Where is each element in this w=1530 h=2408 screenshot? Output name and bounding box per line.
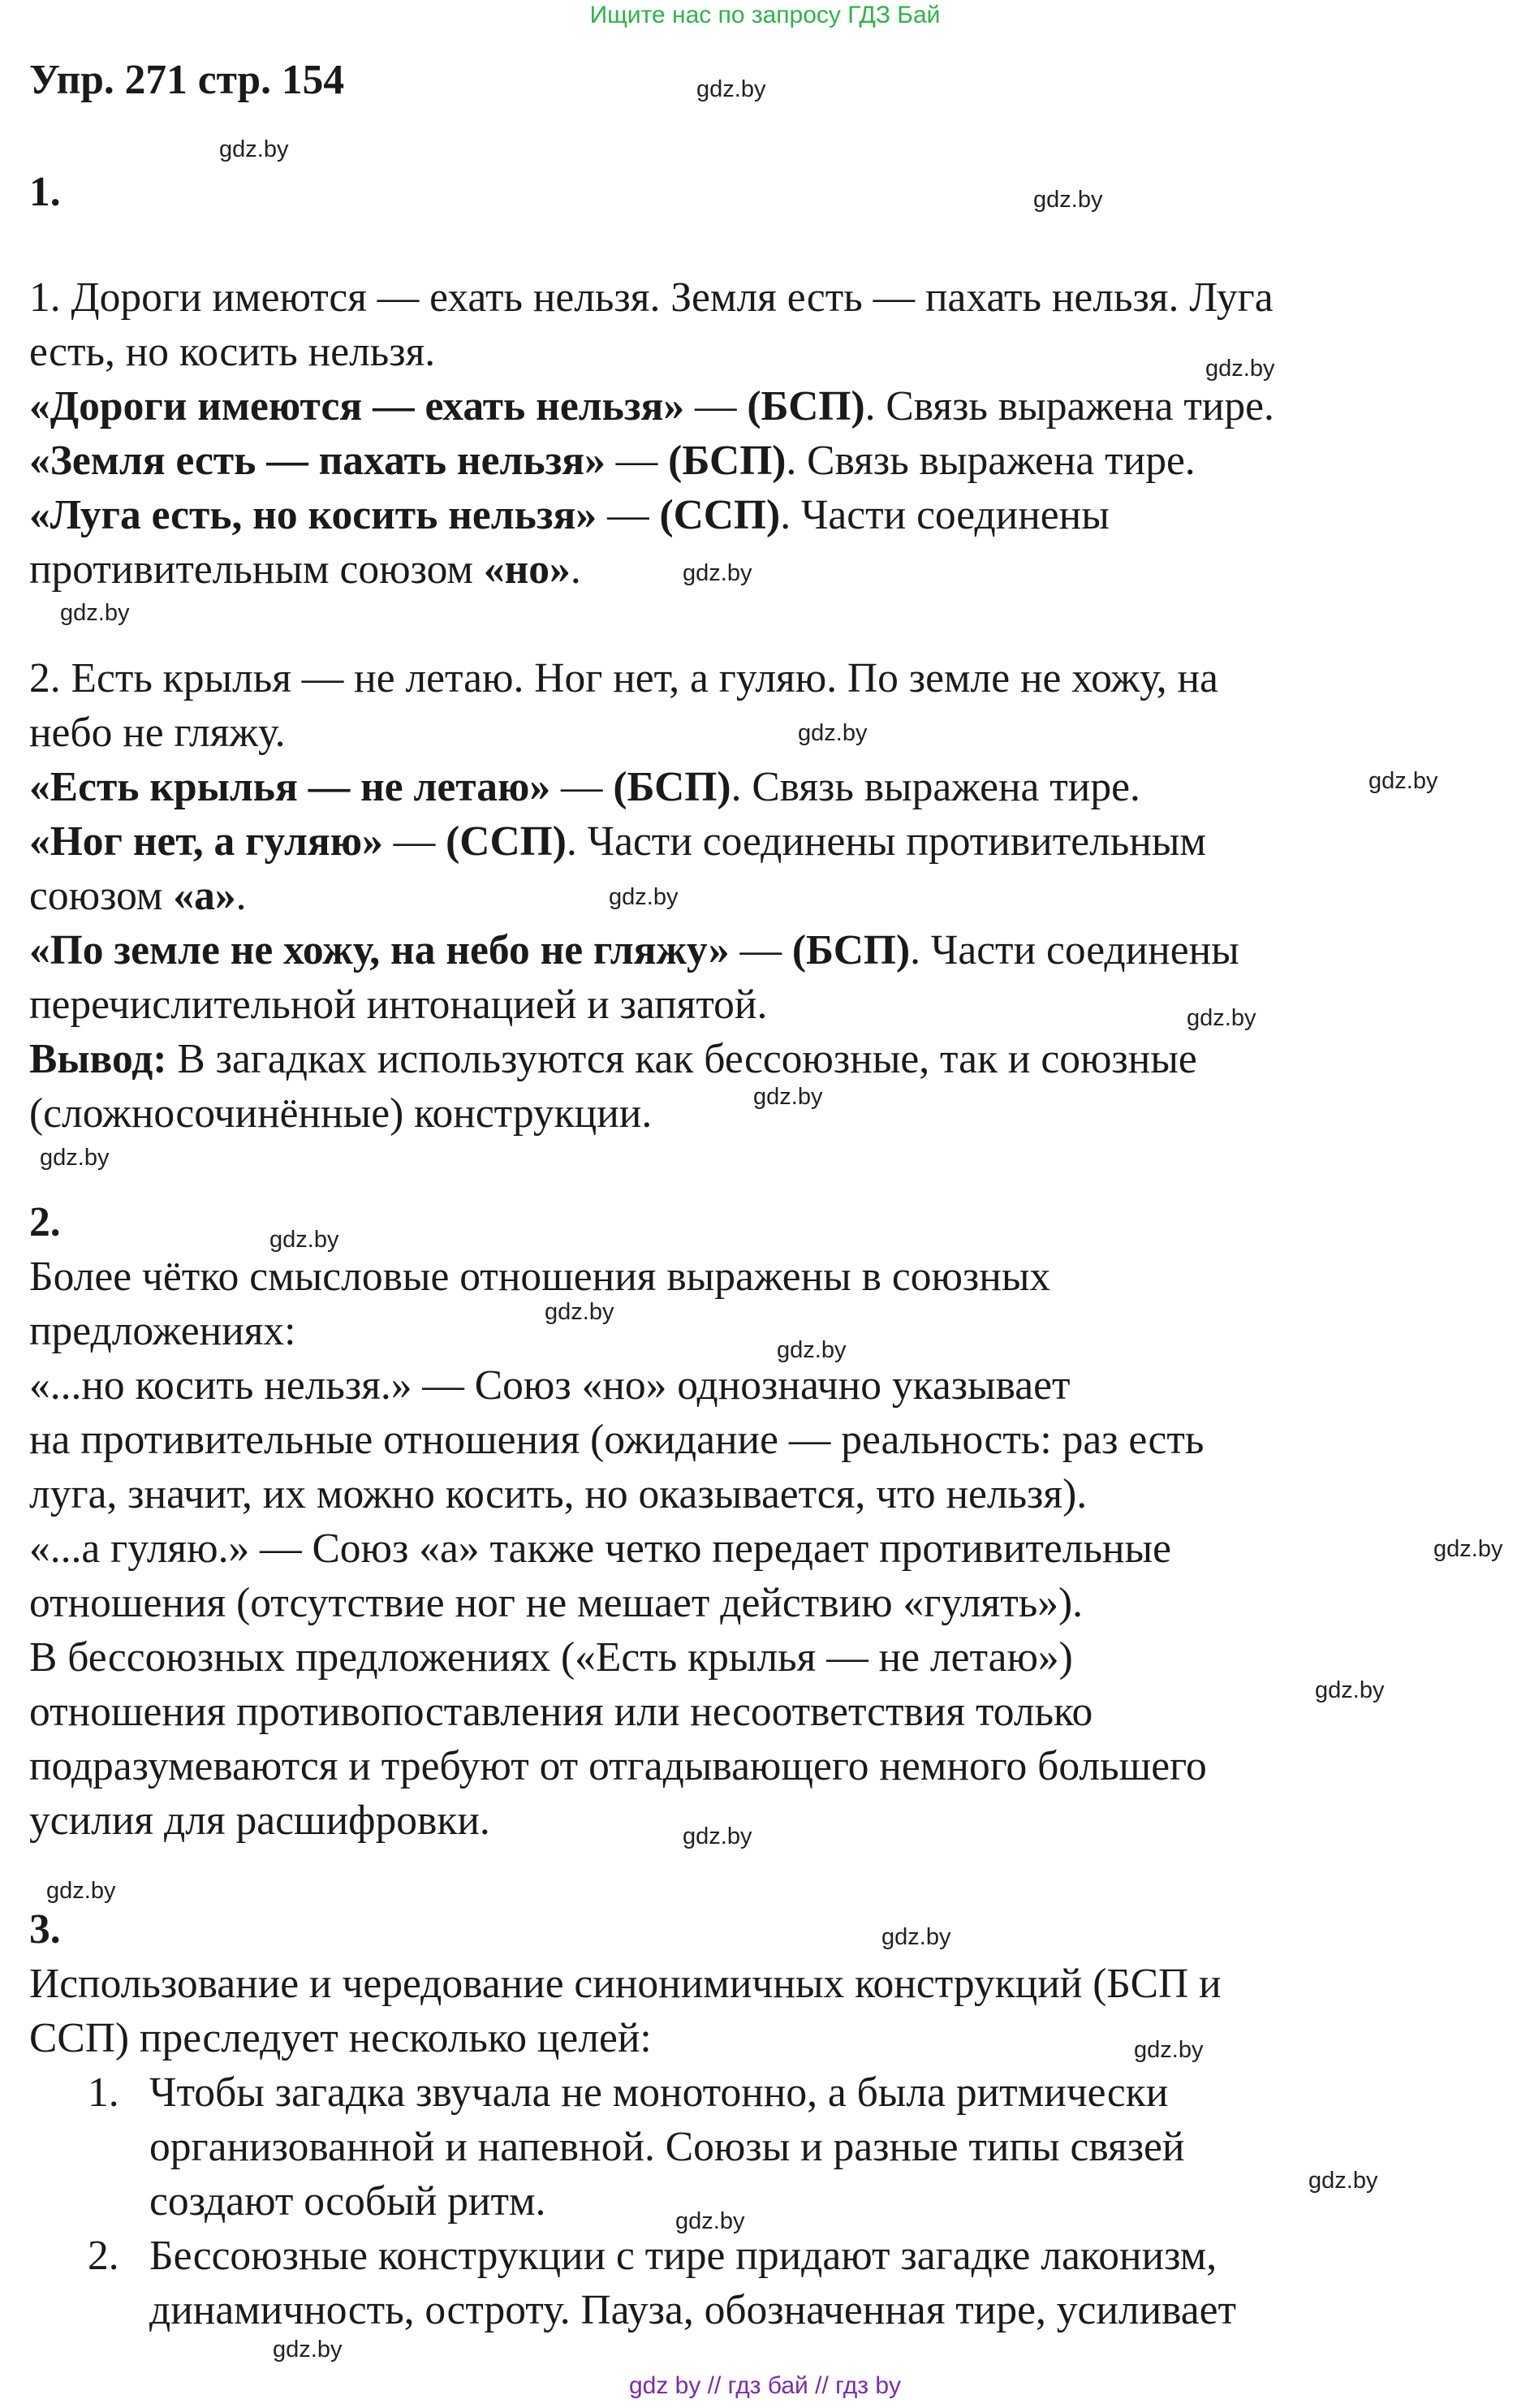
analysis-4 (29, 761, 1140, 814)
conclusion-label: Вывод: (29, 1036, 167, 1082)
analysis-2-type: (БСП) (668, 438, 787, 484)
analysis-3-type: (ССП) (659, 492, 781, 538)
top-banner: Ищите нас по запросу ГДЗ Бай (589, 2, 941, 28)
analysis-1-type: (БСП) (747, 383, 865, 429)
analysis-2 (29, 434, 1196, 488)
watermark: gdz.by (683, 1823, 752, 1849)
analysis-3-l2-text: противительным союзом (29, 546, 484, 593)
analysis-5-rest: . Части соединены противительным (566, 818, 1207, 865)
watermark: gdz.by (753, 1084, 823, 1110)
analysis-4-type: (БСП) (613, 764, 731, 810)
watermark: gdz.by (1308, 2168, 1378, 2194)
list-item-1-number: 1. (88, 2069, 119, 2116)
s2-line-4: на противительные отношения (ожидание — реальность: раз есть (29, 1417, 1205, 1463)
analysis-1 (29, 380, 1274, 434)
analysis-5-l2-text: союзом (29, 873, 174, 919)
s2-line-10: подразумеваются и требуют от отгадывающего немного большего (29, 1743, 1207, 1789)
section-2-heading: 2. (29, 1199, 61, 1245)
analysis-4-rest: . Связь выражена тире. (731, 764, 1140, 810)
s2-line-9: отношения противопоставления или несоответствия только (29, 1689, 1093, 1735)
watermark: gdz.by (609, 884, 679, 910)
analysis-5 (29, 815, 1206, 869)
section-1-heading: 1. (29, 169, 61, 215)
analysis-2-dash: — (605, 438, 669, 484)
section-3-heading: 3. (29, 1906, 61, 1953)
analysis-5-l2-end: . (235, 873, 247, 919)
s3-intro-line-1: Использование и чередование синонимичных конструкций (БСП и (29, 1961, 1222, 2007)
s2-line-3: «...но косить нельзя.» — Союз «но» однозначно указывает (29, 1362, 1071, 1409)
watermark: gdz.by (683, 560, 752, 586)
s2-line-11: усилия для расшифровки. (29, 1797, 490, 1844)
watermark: gdz.by (46, 1878, 116, 1904)
riddle-2-line-2: небо не гляжу. (29, 710, 286, 756)
analysis-4-quote: «Есть крылья — не летаю» (29, 764, 551, 810)
watermark: gdz.by (1368, 768, 1438, 794)
bottom-banner: gdz by // гдз бай // гдз by (628, 2372, 902, 2399)
conclusion-text: В загадках используются как бессоюзные, так и союзные (166, 1036, 1197, 1082)
analysis-2-rest: . Связь выражена тире. (786, 438, 1196, 484)
analysis-3-l2-end: . (570, 546, 581, 593)
page-title: Упр. 271 стр. 154 (29, 57, 345, 103)
watermark: gdz.by (545, 1299, 614, 1325)
analysis-1-rest: . Связь выражена тире. (864, 383, 1274, 429)
analysis-3-rest: . Части соединены (780, 492, 1110, 538)
s2-line-2: предложениях: (29, 1308, 296, 1354)
analysis-6-quote: «По земле не хожу, на небо не гляжу» (29, 927, 730, 973)
analysis-3-dash: — (597, 492, 660, 538)
analysis-1-quote: «Дороги имеются — ехать нельзя» (29, 383, 685, 429)
analysis-3-l2-conj: «но» (483, 546, 571, 593)
watermark: gdz.by (1033, 187, 1103, 213)
analysis-6 (29, 924, 1239, 977)
analysis-5-type: (ССП) (446, 818, 567, 865)
analysis-6-type: (БСП) (791, 927, 911, 973)
watermark: gdz.by (273, 2337, 343, 2363)
s2-line-6: «...а гуляю.» — Союз «а» также четко передает противительные (29, 1525, 1171, 1572)
analysis-2-quote: «Земля есть — пахать нельзя» (29, 438, 606, 484)
list-item-2-number: 2. (88, 2233, 119, 2279)
watermark: gdz.by (40, 1145, 110, 1171)
list-item-2-line-1: Бессоюзные конструкции с тире придают загадке лаконизм, (149, 2233, 1218, 2279)
watermark: gdz.by (60, 600, 130, 626)
riddle-1-line-2: есть, но косить нельзя. (29, 329, 436, 375)
watermark: gdz.by (1134, 2037, 1204, 2063)
watermark: gdz.by (1433, 1536, 1503, 1562)
s3-intro-line-2: ССП) преследует несколько целей: (29, 2015, 652, 2061)
s2-line-7: отношения (отсутствие ног не мешает действию «гулять»). (29, 1580, 1084, 1626)
watermark: gdz.by (1187, 1005, 1256, 1031)
list-item-1-line-1: Чтобы загадка звучала не монотонно, а была ритмически (149, 2069, 1169, 2116)
analysis-5-line-2 (29, 870, 246, 923)
analysis-3-quote: «Луга есть, но косить нельзя» (29, 492, 597, 538)
list-item-1-line-3: создают особый ритм. (149, 2178, 546, 2225)
watermark: gdz.by (881, 1924, 951, 1950)
s2-line-5: луга, значит, их можно косить, но оказывается, что нельзя). (29, 1471, 1088, 1517)
analysis-1-dash: — (684, 383, 748, 429)
analysis-5-quote: «Ног нет, а гуляю» (29, 818, 383, 865)
watermark: gdz.by (219, 136, 289, 162)
watermark: gdz.by (1315, 1677, 1385, 1703)
analysis-6-line-2: перечислительной интонацией и запятой. (29, 982, 768, 1028)
watermark: gdz.by (798, 720, 868, 746)
list-item-1-line-2: организованной и напевной. Союзы и разные типы связей (149, 2124, 1185, 2170)
watermark: gdz.by (777, 1337, 847, 1363)
analysis-5-dash: — (382, 818, 446, 865)
analysis-6-rest: . Части соединены (910, 927, 1239, 973)
watermark: gdz.by (269, 1227, 339, 1253)
analysis-3-line-2 (29, 543, 581, 597)
analysis-4-dash: — (550, 764, 614, 810)
riddle-2-line-1: 2. Есть крылья — не летаю. Ног нет, а гуляю. По земле не хожу, на (29, 655, 1218, 701)
s2-line-8: В бессоюзных предложениях («Есть крылья — не летаю») (29, 1634, 1073, 1681)
riddle-1-line-1: 1. Дороги имеются — ехать нельзя. Земля есть — пахать нельзя. Луга (29, 274, 1274, 321)
watermark: gdz.by (696, 76, 766, 102)
watermark: gdz.by (675, 2208, 745, 2234)
conclusion (29, 1033, 1197, 1086)
watermark: gdz.by (1205, 356, 1275, 382)
analysis-5-l2-conj: «а» (173, 873, 236, 919)
analysis-3 (29, 489, 1110, 542)
analysis-6-dash: — (729, 927, 792, 973)
s2-line-1: Более чётко смысловые отношения выражены в союзных (29, 1254, 1051, 1300)
list-item-2-line-2: динамичность, остроту. Пауза, обозначенная тире, усиливает (149, 2287, 1236, 2333)
conclusion-line-2: (сложносочинённые) конструкции. (29, 1090, 653, 1137)
